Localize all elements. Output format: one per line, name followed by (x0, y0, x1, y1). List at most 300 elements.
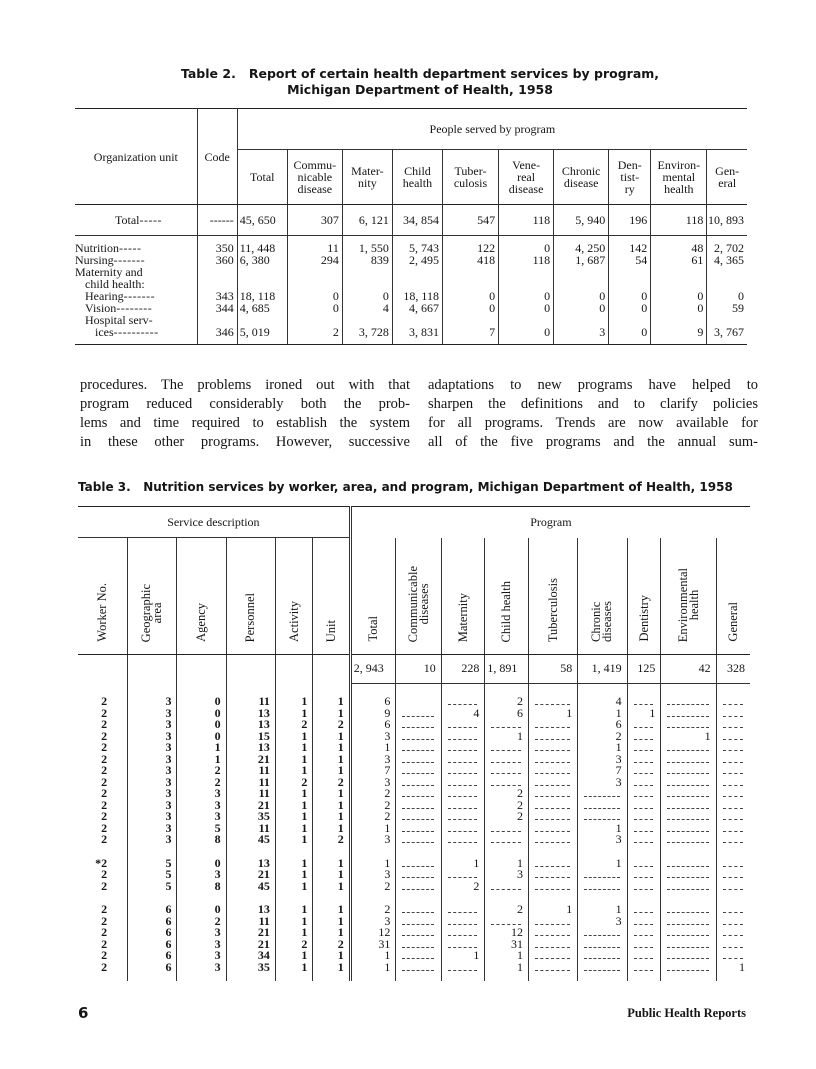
cell-service: 1 (275, 811, 312, 823)
dash-leader (634, 952, 654, 959)
cell-service: 1 (275, 881, 312, 893)
dash-leader (667, 964, 708, 971)
cell-program (661, 881, 716, 893)
cell-empty (313, 846, 350, 858)
cell-total: 2, 943 (350, 655, 396, 684)
dash-leader (448, 906, 478, 913)
table-row (78, 777, 750, 789)
cell-program (716, 939, 750, 951)
col-header-text: Agency (194, 603, 209, 642)
cell-program (441, 731, 485, 743)
col-header-program (578, 538, 627, 655)
journal-name: Public Health Reports (627, 1006, 746, 1020)
cell-empty (627, 892, 661, 904)
cell-service: 8 (177, 881, 226, 893)
col-header-program: Gen- eral (707, 150, 747, 205)
spacer-row (78, 973, 750, 981)
cell-program (716, 754, 750, 766)
dash-leader (491, 836, 521, 843)
cell-service: 2 (101, 705, 108, 720)
col-header-program (661, 538, 716, 655)
cell-empty (275, 892, 312, 904)
table-row (78, 904, 750, 916)
row-code (197, 266, 237, 278)
cell-program (396, 834, 441, 846)
cell-program: 1 (485, 950, 529, 962)
table-row (75, 302, 747, 314)
cell-program: 1 (578, 708, 627, 720)
cell-value: 0 (342, 290, 392, 302)
cell-program (578, 962, 627, 974)
dash-leader (723, 790, 743, 797)
cell-value: 0 (499, 326, 554, 345)
dash-leader (667, 790, 708, 797)
dash-leader (402, 964, 433, 971)
cell-value: 142 (609, 242, 651, 254)
cell-service: 3 (177, 800, 226, 812)
text-line: sharpen the definitions and to clarify policies (428, 396, 758, 412)
table-row (75, 326, 747, 345)
cell-program: 12 (350, 927, 396, 939)
cell-service: 1 (313, 904, 350, 916)
table-row (78, 950, 750, 962)
dash-leader (723, 802, 743, 809)
dash-leader (448, 698, 478, 705)
cell-value: 2 (287, 326, 342, 345)
cell-service: 1 (313, 858, 350, 870)
cell-service: 21 (226, 800, 275, 812)
cell-program (441, 765, 485, 777)
cell-service: 3 (128, 823, 177, 835)
dash-leader (723, 918, 743, 925)
cell-service: 3 (177, 939, 226, 951)
dash-leader (634, 871, 654, 878)
text-line: for all programs. Trends are now available for (428, 415, 758, 431)
cell-service: 6 (128, 927, 177, 939)
cell-program: 2 (485, 696, 529, 708)
cell-service: 2 (101, 936, 108, 951)
col-header-service (313, 538, 350, 655)
dash-leader (723, 941, 743, 948)
cell-program (716, 788, 750, 800)
table-row (78, 881, 750, 893)
cell-program (528, 858, 577, 870)
table-row (78, 858, 750, 870)
cell-service: 13 (226, 719, 275, 731)
cell-service: 2 (101, 694, 108, 708)
cell-service: 34 (226, 950, 275, 962)
dash-leader (667, 710, 708, 717)
cell-program (661, 811, 716, 823)
dash-leader (491, 721, 521, 728)
cell-service: 6 (128, 904, 177, 916)
table-total-row (78, 655, 750, 684)
cell-program: 3 (350, 754, 396, 766)
cell-program (627, 811, 661, 823)
cell-empty (78, 973, 128, 981)
cell-program: 2 (350, 811, 396, 823)
cell-program: 2 (485, 904, 529, 916)
cell-program (396, 858, 441, 870)
cell-program: 3 (578, 916, 627, 928)
cell-program (396, 916, 441, 928)
dash-leader (402, 767, 433, 774)
cell-program (661, 708, 716, 720)
cell-service: 6 (128, 916, 177, 928)
cell-program (396, 765, 441, 777)
cell-program (396, 950, 441, 962)
cell-service: 11 (226, 777, 275, 789)
cell-value: 3, 831 (392, 326, 442, 345)
cell-program (627, 788, 661, 800)
cell-program (441, 742, 485, 754)
dash-leader (723, 744, 743, 751)
dash-leader (667, 941, 708, 948)
cell-empty (396, 973, 441, 981)
cell-value: 18, 118 (392, 290, 442, 302)
dash-leader (535, 744, 570, 751)
dash-leader (402, 918, 433, 925)
cell-service: 2 (101, 717, 108, 731)
cell-program (578, 869, 627, 881)
dash-leader (535, 721, 570, 728)
dash-leader (634, 906, 654, 913)
cell-service: 1 (275, 904, 312, 916)
cell-value: 2, 702 (707, 242, 747, 254)
cell-empty (485, 973, 529, 981)
cell-program (396, 869, 441, 881)
cell-value (609, 266, 651, 278)
col-header-text: Chronic diseases (589, 601, 615, 642)
dash-leader (448, 836, 478, 843)
dash-leader (667, 860, 708, 867)
cell-service: 1 (313, 962, 350, 974)
dash-leader (535, 698, 570, 705)
cell-service: 1 (313, 742, 350, 754)
table-row (75, 266, 747, 278)
cell-value: 1, 550 (342, 242, 392, 254)
col-header-text: Unit (323, 619, 338, 642)
cell-empty (313, 973, 350, 981)
cell-service: 3 (128, 788, 177, 800)
col-header-program (485, 538, 529, 655)
cell-empty (275, 846, 312, 858)
cell-value: 0 (609, 302, 651, 314)
cell-service: 1 (275, 962, 312, 974)
cell-service: 3 (177, 869, 226, 881)
cell-program: 1 (528, 904, 577, 916)
dash-leader (667, 756, 708, 763)
dash-leader (723, 883, 743, 890)
dash-leader (491, 883, 521, 890)
cell-program (661, 800, 716, 812)
table-row (78, 834, 750, 846)
cell-service: 1 (275, 788, 312, 800)
dash-leader (723, 906, 743, 913)
cell-program (716, 765, 750, 777)
dash-leader (723, 813, 743, 820)
cell-program: 3 (350, 869, 396, 881)
cell-program: 1 (661, 731, 716, 743)
dash-leader (535, 883, 570, 890)
cell-service: 1 (275, 696, 312, 708)
cell-program: 1 (627, 708, 661, 720)
col-header-program: Commu- nicable disease (287, 150, 342, 205)
dash-leader (448, 733, 478, 740)
col-header-text: Communicable diseases (405, 565, 431, 642)
cell-value: 7 (442, 326, 498, 345)
col-header-text: Total (366, 616, 381, 642)
table-row (78, 800, 750, 812)
cell-program: 4 (578, 696, 627, 708)
cell-program (396, 823, 441, 835)
row-label: child health: (85, 277, 145, 291)
table3 (78, 506, 750, 981)
cell-program: 7 (350, 765, 396, 777)
cell-program (661, 777, 716, 789)
dash-leader (402, 710, 433, 717)
row-label: Vision-------- (85, 301, 153, 315)
cell-program (528, 765, 577, 777)
cell-service: 45 (226, 881, 275, 893)
cell-service: 1 (313, 788, 350, 800)
cell-program (441, 927, 485, 939)
cell-program (396, 962, 441, 974)
cell-service: 2 (101, 809, 108, 823)
cell-program: 2 (350, 881, 396, 893)
cell-value (237, 266, 287, 278)
cell-service: 2 (101, 763, 108, 777)
cell-empty (78, 655, 128, 684)
cell-program: 3 (350, 916, 396, 928)
dash-leader (634, 918, 654, 925)
cell-program (528, 869, 577, 881)
cell-program (627, 950, 661, 962)
cell-service: 1 (313, 731, 350, 743)
cell-program (716, 904, 750, 916)
cell-program (485, 754, 529, 766)
cell-program (661, 962, 716, 974)
cell-service: 1 (313, 754, 350, 766)
cell-program (627, 858, 661, 870)
table-row (78, 742, 750, 754)
dash-leader (634, 756, 654, 763)
col-header-text: Dentistry (636, 595, 651, 642)
cell-program (441, 962, 485, 974)
dash-leader (448, 721, 478, 728)
cell-service: 2 (101, 925, 108, 939)
cell-program (627, 823, 661, 835)
cell-program (578, 800, 627, 812)
dash-leader (634, 860, 654, 867)
cell-program: 2 (441, 881, 485, 893)
cell-empty (528, 846, 577, 858)
cell-service: 1 (313, 708, 350, 720)
cell-program: 1 (441, 950, 485, 962)
cell-service: 0 (177, 708, 226, 720)
dash-leader (448, 744, 478, 751)
cell-program: 1 (485, 962, 529, 974)
dash-leader (634, 698, 654, 705)
cell-program: 31 (485, 939, 529, 951)
cell-program (528, 811, 577, 823)
cell-service: 1 (313, 916, 350, 928)
cell-program: 1 (485, 731, 529, 743)
cell-service: 1 (275, 731, 312, 743)
col-header-organization-unit: Organization unit (75, 109, 197, 205)
cell-program (528, 754, 577, 766)
cell-program (528, 834, 577, 846)
cell-program: 2 (578, 731, 627, 743)
cell-value: 4, 685 (237, 302, 287, 314)
dash-leader (667, 836, 708, 843)
cell-program (627, 719, 661, 731)
cell-program: 1 (350, 823, 396, 835)
cell-service: 1 (275, 823, 312, 835)
cell-value: 0 (651, 302, 707, 314)
col-header-program (441, 538, 485, 655)
dash-leader (448, 929, 478, 936)
cell-program (627, 916, 661, 928)
cell-program (396, 708, 441, 720)
cell-service: 11 (226, 765, 275, 777)
cell-program (528, 881, 577, 893)
cell-service: 6 (128, 939, 177, 951)
cell-service: 1 (177, 742, 226, 754)
cell-value: 10, 893 (707, 205, 747, 236)
group-header-service-description: Service description (78, 507, 350, 538)
cell-empty (627, 846, 661, 858)
dash-leader (491, 767, 521, 774)
cell-program (716, 777, 750, 789)
cell-empty (661, 973, 716, 981)
cell-value: 0 (499, 290, 554, 302)
col-header-program: Tuber- culosis (442, 150, 498, 205)
cell-value: 118 (499, 205, 554, 236)
cell-program (528, 742, 577, 754)
cell-program (441, 834, 485, 846)
dash-leader (491, 756, 521, 763)
dash-leader (634, 779, 654, 786)
cell-program (396, 927, 441, 939)
col-header-service (78, 538, 128, 655)
cell-value (287, 266, 342, 278)
dash-leader (448, 779, 478, 786)
cell-service: 2 (313, 834, 350, 846)
cell-program: 1 (485, 858, 529, 870)
cell-service: 5 (128, 858, 177, 870)
cell-service: 2 (101, 751, 108, 766)
cell-program (441, 823, 485, 835)
row-code: 346 (197, 326, 237, 345)
cell-value: 4, 250 (554, 242, 609, 254)
cell-program (627, 742, 661, 754)
cell-value: 418 (442, 254, 498, 266)
cell-program (627, 904, 661, 916)
cell-program (716, 858, 750, 870)
cell-program (716, 811, 750, 823)
text-line: all of the five programs and the annual sum- (428, 434, 758, 450)
cell-program (661, 834, 716, 846)
cell-service: 11 (226, 788, 275, 800)
cell-program: 3 (578, 777, 627, 789)
cell-program: 2 (485, 811, 529, 823)
cell-program: 1 (350, 742, 396, 754)
dash-leader (535, 767, 570, 774)
cell-service: 3 (177, 950, 226, 962)
cell-program (396, 939, 441, 951)
col-header-text: Maternity (455, 592, 470, 642)
cell-total: 42 (661, 655, 716, 684)
leader-dots: -------- (116, 301, 153, 315)
cell-program: 6 (350, 719, 396, 731)
dash-leader (448, 767, 478, 774)
cell-service: 21 (226, 939, 275, 951)
row-code: 344 (197, 302, 237, 314)
dash-leader (402, 779, 433, 786)
dash-leader (491, 779, 521, 786)
cell-program (627, 754, 661, 766)
dash-leader (491, 918, 521, 925)
cell-service: 1 (275, 916, 312, 928)
cell-empty (396, 684, 441, 697)
dash-leader (723, 836, 743, 843)
dash-leader (584, 813, 619, 820)
cell-service: 3 (128, 777, 177, 789)
cell-service: 35 (226, 811, 275, 823)
col-header-program (627, 538, 661, 655)
cell-value: 18, 118 (237, 290, 287, 302)
cell-service: 21 (226, 754, 275, 766)
table-row (78, 731, 750, 743)
cell-program (441, 904, 485, 916)
cell-program: 3 (350, 731, 396, 743)
col-header-program (396, 538, 441, 655)
cell-service: 2 (101, 820, 108, 835)
cell-empty (275, 973, 312, 981)
cell-value: 839 (342, 254, 392, 266)
dash-leader (448, 790, 478, 797)
cell-service: 1 (275, 754, 312, 766)
text-line: program reduced considerably both the prob- (80, 396, 410, 412)
dash-leader (535, 952, 570, 959)
cell-program (578, 927, 627, 939)
cell-empty (313, 655, 350, 684)
cell-program: 3 (350, 834, 396, 846)
dash-leader (667, 952, 708, 959)
col-header-program (350, 538, 396, 655)
cell-service: 45 (226, 834, 275, 846)
cell-program (578, 881, 627, 893)
cell-program (716, 800, 750, 812)
cell-service: 1 (313, 765, 350, 777)
cell-value: 547 (442, 205, 498, 236)
cell-service: 2 (101, 797, 108, 812)
spacer-row (78, 684, 750, 697)
cell-program (661, 904, 716, 916)
cell-program: 9 (350, 708, 396, 720)
cell-value: 0 (499, 242, 554, 254)
cell-empty (578, 973, 627, 981)
table-row (78, 811, 750, 823)
dash-leader (723, 756, 743, 763)
cell-program (661, 916, 716, 928)
cell-empty (627, 684, 661, 697)
dash-leader (634, 836, 654, 843)
cell-service: 3 (177, 811, 226, 823)
cell-program (441, 800, 485, 812)
cell-program (716, 823, 750, 835)
